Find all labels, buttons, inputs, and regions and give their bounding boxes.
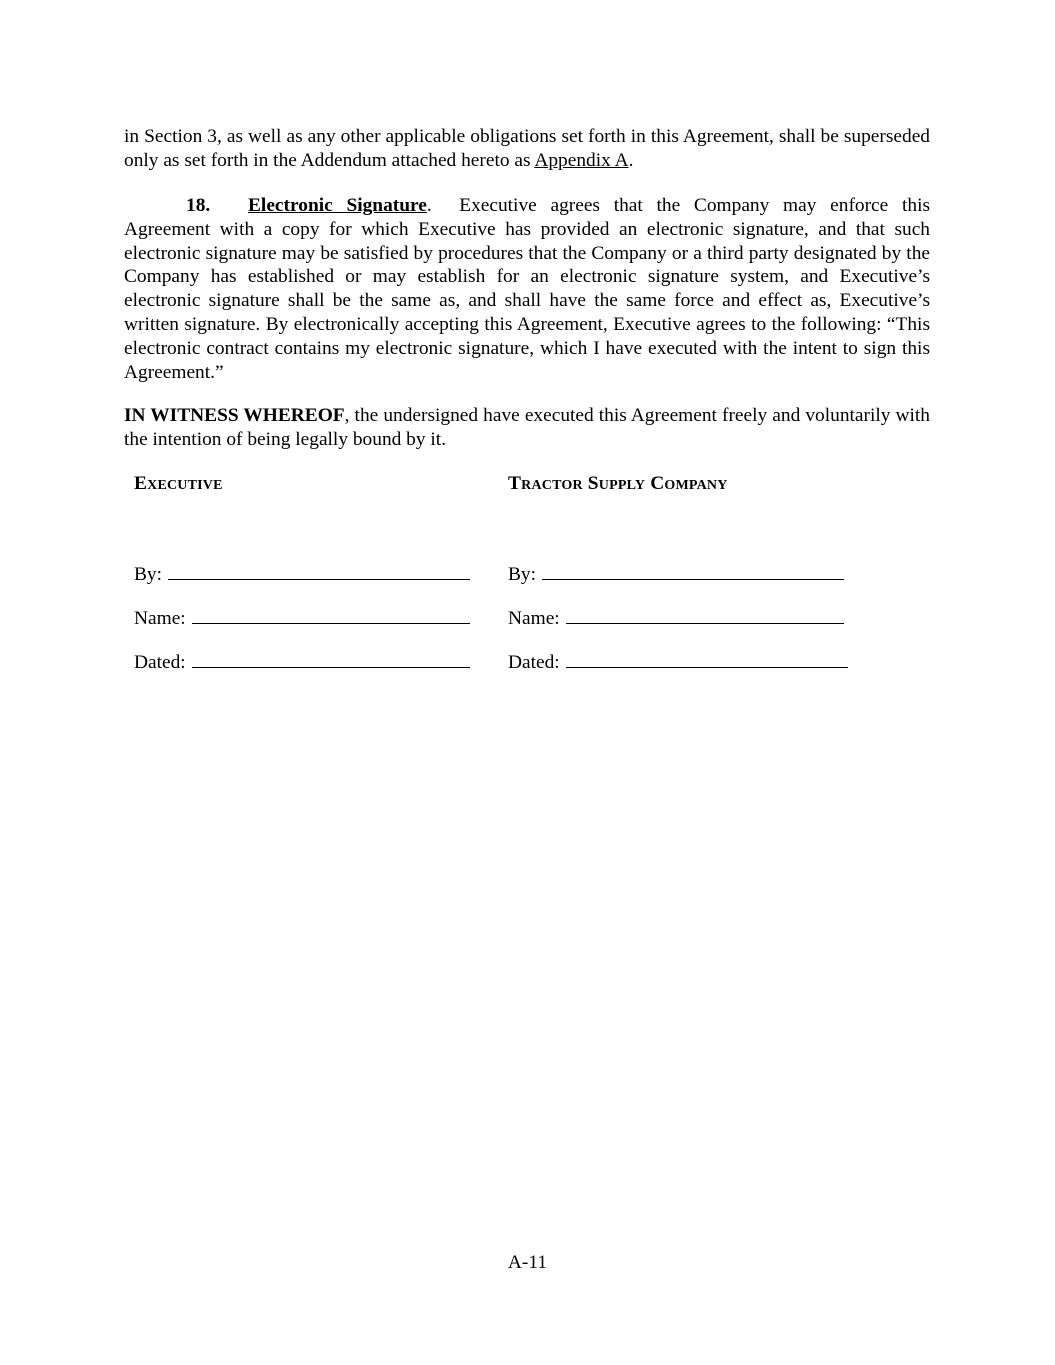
paragraph-continuation (124, 125, 930, 173)
witness-lead: IN WITNESS WHEREOF (124, 405, 345, 426)
paragraph-text: in Section 3, as well as any other applicable obligations set forth in this Agreement, shall be superseded only as set forth in the Addendum attached hereto as (124, 126, 930, 171)
paragraph-punctuation: . (628, 149, 634, 171)
executive-by-label: By: (134, 564, 163, 585)
executive-name-row (134, 605, 470, 631)
executive-dated-line[interactable] (192, 649, 470, 668)
executive-dated-row (134, 649, 470, 675)
witness-paragraph (124, 404, 930, 452)
company-by-row (508, 561, 844, 587)
executive-name-line[interactable] (192, 605, 470, 624)
witness-text: , the undersigned have executed this Agreement freely and voluntarily with the intention of being legally bound by it. (124, 405, 930, 450)
company-heading: Tractor Supply Company (508, 473, 728, 494)
executive-by-line[interactable] (168, 561, 470, 580)
page-number: A-11 (507, 1252, 548, 1273)
section-18-paragraph (124, 194, 930, 384)
company-name-line[interactable] (566, 605, 844, 624)
company-name-row (508, 605, 844, 631)
company-dated-row (508, 649, 848, 675)
section-heading: Electronic Signature (248, 195, 427, 216)
executive-by-row (134, 561, 470, 587)
executive-heading: Executive (134, 473, 223, 494)
executive-dated-label: Dated: (134, 652, 186, 673)
company-by-line[interactable] (542, 561, 844, 580)
appendix-reference: Appendix A (534, 149, 629, 171)
section-heading-punctuation: . (426, 195, 432, 216)
company-by-label: By: (508, 564, 537, 585)
executive-name-label: Name: (134, 608, 186, 629)
section-number: 18. (186, 195, 211, 216)
company-dated-line[interactable] (566, 649, 848, 668)
company-name-label: Name: (508, 608, 560, 629)
section-body: Executive agrees that the Company may enforce this Agreement with a copy for which Executive has provided an electronic signature, and that such electronic signature may be satisfied by procedures that the Company or a third party designated by the Company has established or may establish for an electronic signature system, and Executive’s electronic signature shall be the same as, and shall have the same force and effect as, Executive’s written signature. By electronically accepting this Agreement, Executive agrees to the following: “This electronic contract contains my electronic signature, which I have executed with the intent to sign this Agreement.” (124, 195, 931, 383)
company-dated-label: Dated: (508, 652, 560, 673)
